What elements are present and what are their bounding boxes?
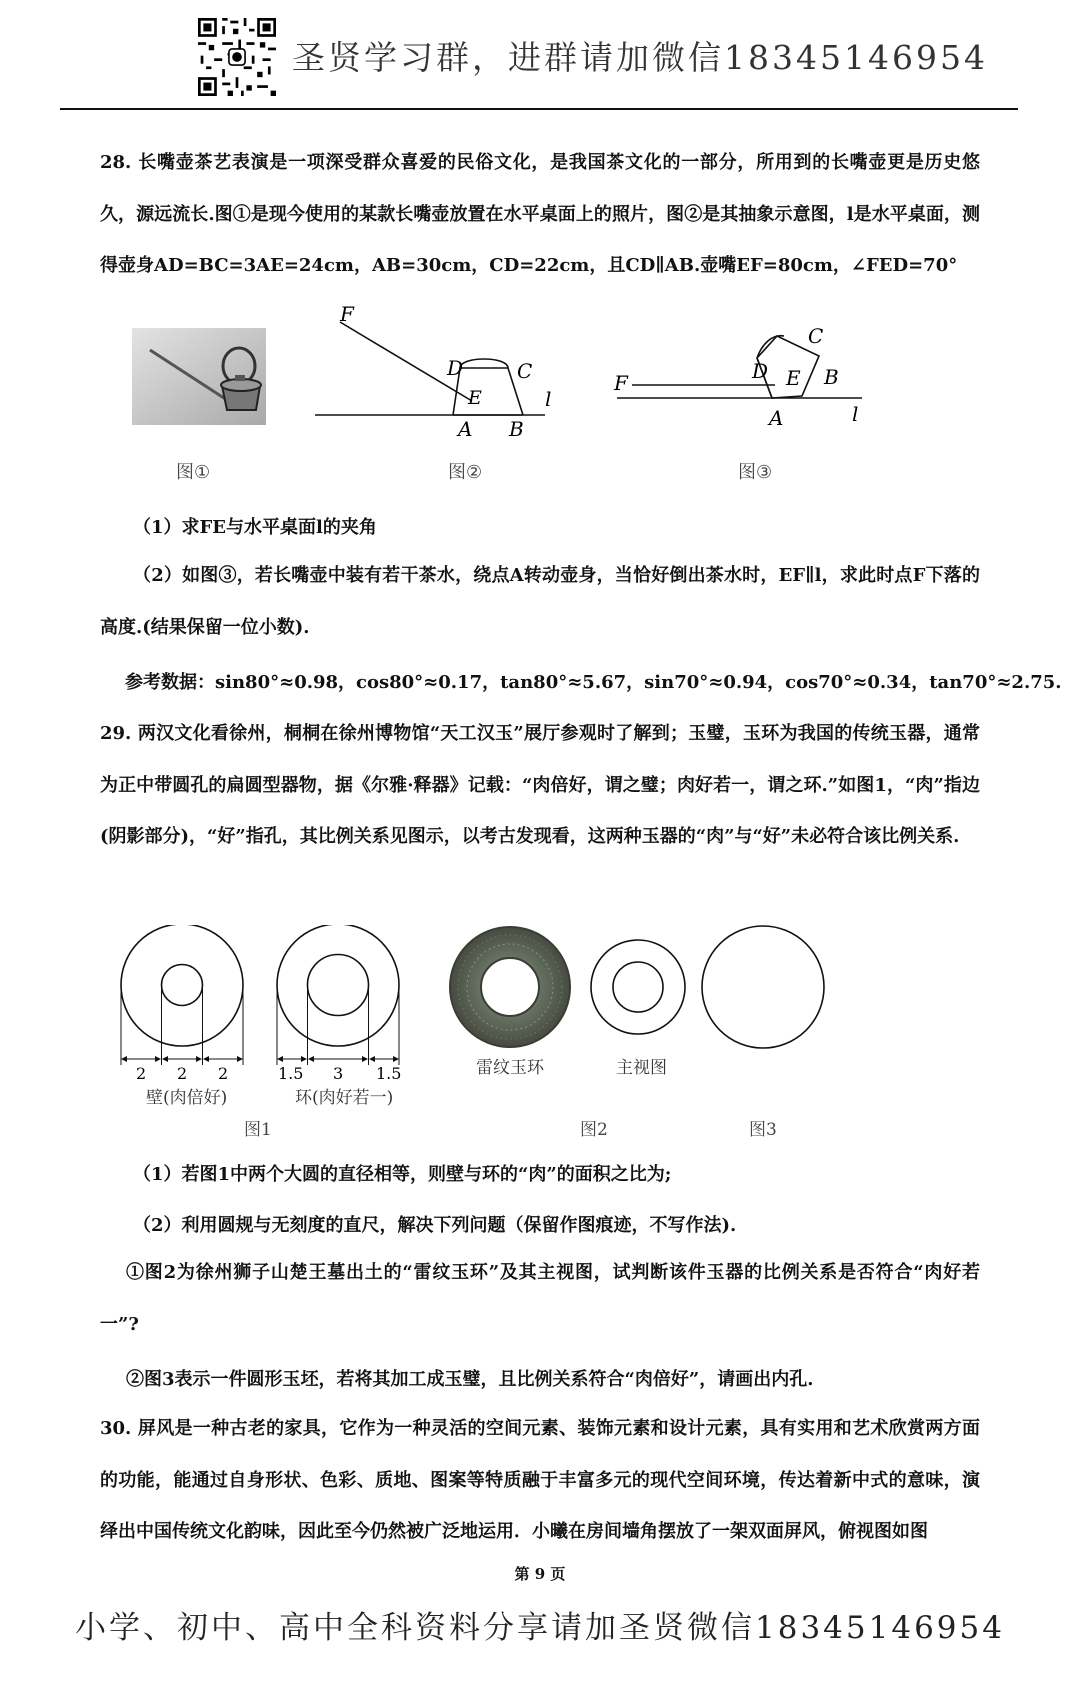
q30-stem: 30. 屏风是一种古老的家具，它作为一种灵活的空间元素、装饰元素和设计元素，具有实用和艺术欣赏两方面的功能，能通过自身形状、色彩、质地、图案等特质融于丰富多元的现代空间环境，传达着新中式的意味，演绎出中国传统文化韵味，因此至今仍然被广泛地运用．小曦在房间墙角摆放了一架双面屏风，俯视图如图 [100,1418,980,1542]
leiwen-label: 雷纹玉环 [476,1058,544,1078]
q28-fig3-label-d: D [752,359,769,383]
q29-fig2-caption: 图2 [580,1120,608,1140]
q29-fig1-caption: 图1 [244,1120,272,1140]
q28-fig1-caption: 图① [176,462,211,483]
q28-fig3-caption: 图③ [738,462,773,483]
q28-reference-data: 参考数据：sin80°≈0.98，cos80°≈0.17，tan80°≈5.67，sin70°≈0.94，cos70°≈0.34，tan70°≈2.75. [125,672,1062,693]
header-text: 圣贤学习群，进群请加微信18345146954 [292,38,988,77]
q28-fig3-label-l: l [852,402,859,426]
q28-fig2-label-d: D [447,356,464,380]
q28-fig3-label-b: B [824,365,839,389]
bi-dim-3: 2 [218,1064,229,1083]
huan-dim-2: 3 [333,1064,344,1083]
q28-fig3-label-a: A [769,406,784,430]
q29-figures [120,925,900,1140]
q28-fig3-diagram [612,318,882,430]
bi-dim-1: 2 [136,1064,147,1083]
leiwen-jade-photo [450,927,570,1078]
page-header [0,0,1080,112]
q28-stem: 28. 长嘴壶茶艺表演是一项深受群众喜爱的民俗文化，是我国茶文化的一部分，所用到的长嘴壶更是历史悠久，源远流长.图①是现今使用的某款长嘴壶放置在水平桌面上的照片，图②是其抽象示意图，l是水平桌面，测得壶身AD=BC=3AE=24cm，AB=30cm，CD=22cm，且CD∥AB.壶嘴EF=80cm，∠FED=70° [100,152,980,276]
huan-dim-1: 1.5 [278,1064,304,1083]
q29-sub2: ②图3表示一件圆形玉坯，若将其加工成玉璧，且比例关系符合“肉倍好”，请画出内孔. [126,1369,814,1390]
q29-fig3-caption: 图3 [749,1120,777,1140]
jade-blank-circle [702,926,824,1048]
header-rule [60,108,1018,110]
qr-code-icon [198,18,276,96]
q28-fig2-label-c: C [517,359,533,383]
bi-label: 壁(肉倍好) [146,1088,228,1108]
q29-part1: （1）若图1中两个大圆的直径相等，则壁与环的“肉”的面积之比为; [133,1164,672,1185]
q28-fig2-label-b: B [509,417,524,440]
q29-sub1: ①图2为徐州狮子山楚王墓出土的“雷纹玉环”及其主视图，试判断该件玉器的比例关系是否符合“肉好若一”? [100,1262,980,1335]
huan-ring-figure [277,925,401,1108]
bi-disc-figure [121,925,243,1108]
q28-fig2-label-l: l [545,387,552,411]
bi-dim-2: 2 [177,1064,188,1083]
q28-fig3-label-f: F [614,371,628,395]
q28-part1: （1）求FE与水平桌面l的夹角 [133,517,377,538]
front-view-figure [591,940,685,1078]
q28-fig2-label-e: E [468,387,482,409]
q28-part2: （2）如图③，若长嘴壶中装有若干茶水，绕点A转动壶身，当恰好倒出茶水时，EF∥l，求此时点F下落的高度.(结果保留一位小数). [100,565,980,638]
huan-label: 环(肉好若一) [295,1088,394,1108]
footer-text: 小学、初中、高中全科资料分享请加圣贤微信18345146954 [75,1610,1005,1646]
q28-fig3-label-e: E [786,366,801,390]
page-number: 第 9 页 [514,1565,566,1583]
front-view-label: 主视图 [616,1058,667,1078]
q29-part2: （2）利用圆规与无刻度的直尺，解决下列问题（保留作图痕迹，不写作法). [133,1215,737,1236]
q28-fig3-label-c: C [808,324,824,348]
q29-stem: 29. 两汉文化看徐州，桐桐在徐州博物馆“天工汉玉”展厅参观时了解到；玉璧，玉环为我国的传统玉器，通常为正中带圆孔的扁圆型器物，据《尔雅·释器》记载：“肉倍好，谓之璧；肉好若一，谓之环.”如图1，“肉”指边(阴影部分)，“好”指孔，其比例关系见图示，以考古发现看，这两种玉器的“肉”与“好”未必符合该比例关系. [100,723,980,847]
huan-dim-3: 1.5 [376,1064,402,1083]
q28-fig2-caption: 图② [448,462,483,483]
q28-fig1-kettle-photo [132,328,266,425]
q28-fig2-label-a: A [458,417,473,440]
q28-fig2-label-f: F [340,302,354,326]
q28-fig2-diagram [310,300,570,440]
